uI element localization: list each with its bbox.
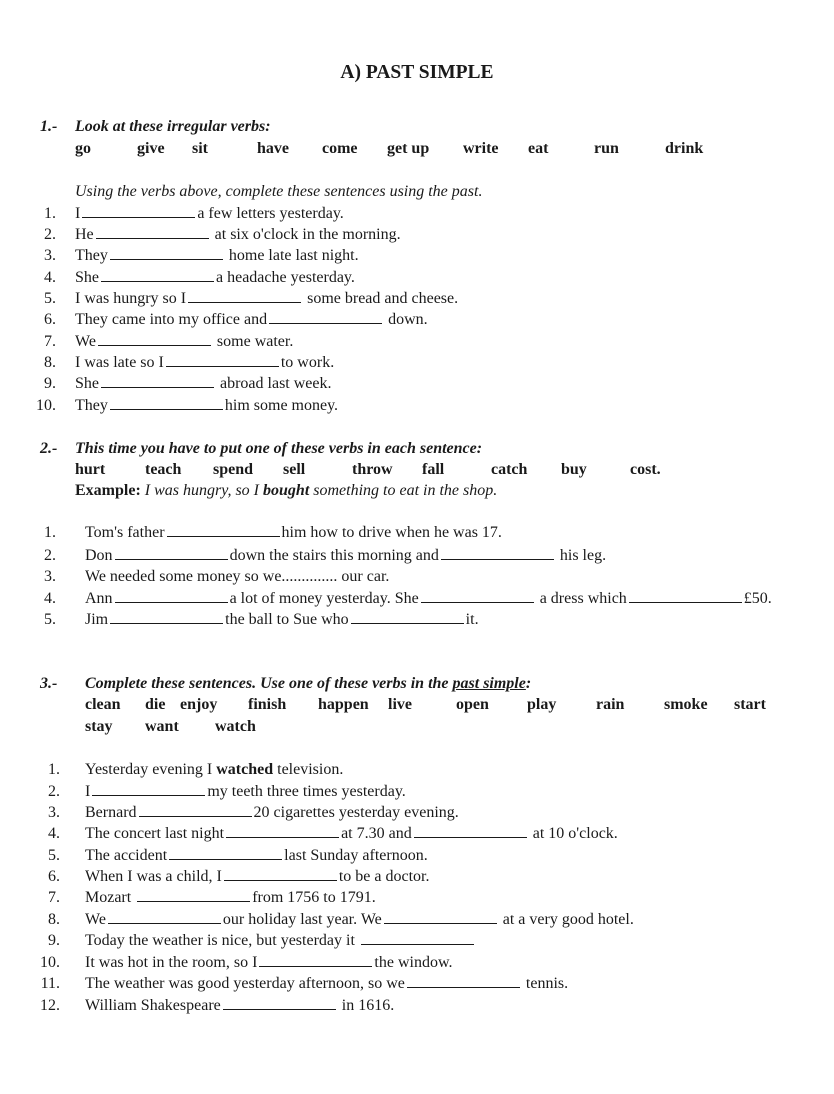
example-label: Example: <box>75 482 141 499</box>
sentence-text: Ann <box>85 590 113 607</box>
item-number: 2. <box>48 783 60 800</box>
verb-word: rain <box>596 696 625 713</box>
heading-colon: : <box>525 675 532 692</box>
item-number: 7. <box>44 333 56 350</box>
sentence-text: We needed some money so we.............. our car. <box>85 568 390 585</box>
answer-blank[interactable] <box>110 395 223 410</box>
sentence-text: home late last night. <box>224 247 359 264</box>
section-1-number: 1.- <box>40 118 58 135</box>
verb-word: hurt <box>75 461 106 478</box>
item-number: 3. <box>48 804 60 821</box>
sentence-text: the window. <box>374 954 453 971</box>
sentence-text: a few letters yesterday. <box>197 205 344 222</box>
verb-word: buy <box>561 461 587 478</box>
exercise-item <box>0 352 834 373</box>
exercise-item <box>0 245 834 266</box>
item-number: 4. <box>44 269 56 286</box>
verb-word: stay <box>85 718 113 735</box>
item-sentence <box>75 395 338 416</box>
section-2-heading: This time you have to put one of these verbs in each sentence: <box>75 440 483 457</box>
section-3-heading <box>85 675 531 693</box>
item-sentence <box>75 331 293 352</box>
sentence-text: our holiday last year. We <box>222 911 382 928</box>
verb-word: eat <box>528 140 549 157</box>
answer-blank[interactable] <box>224 866 337 881</box>
answer-blank[interactable] <box>269 309 382 324</box>
item-number: 8. <box>44 354 56 371</box>
verb-word: open <box>456 696 489 713</box>
answer-blank[interactable] <box>421 588 534 603</box>
exercise-item <box>0 759 834 780</box>
exercise-item <box>0 866 834 887</box>
sentence-text: We <box>85 911 106 928</box>
verb-word: sell <box>283 461 306 478</box>
item-sentence <box>85 802 459 823</box>
answer-blank[interactable] <box>361 930 474 945</box>
answer-blank[interactable] <box>169 845 282 860</box>
item-sentence <box>85 566 389 587</box>
item-number: 2. <box>44 547 56 564</box>
answer-blank[interactable] <box>629 588 742 603</box>
verb-word: fall <box>422 461 445 478</box>
item-sentence <box>85 887 376 908</box>
item-sentence <box>85 909 634 930</box>
sentence-text: We <box>75 333 96 350</box>
item-number: 10. <box>40 954 60 971</box>
verb-word: smoke <box>664 696 708 713</box>
exercise-item <box>0 823 834 844</box>
sentence-text: my teeth three times yesterday. <box>207 783 406 800</box>
answer-blank[interactable] <box>407 973 520 988</box>
exercise-item <box>0 609 834 630</box>
answer-blank[interactable] <box>139 802 252 817</box>
item-sentence <box>85 866 429 887</box>
sentence-text: I was hungry so I <box>75 290 187 307</box>
answer-blank[interactable] <box>82 203 195 218</box>
sentence-text: tennis. <box>521 975 569 992</box>
item-number: 8. <box>48 911 60 928</box>
item-sentence <box>75 224 401 245</box>
sentence-text: to work. <box>280 354 335 371</box>
item-number: 5. <box>44 611 56 628</box>
sentence-text: some bread and cheese. <box>303 290 459 307</box>
verb-word: start <box>734 696 766 713</box>
item-sentence <box>75 203 344 224</box>
page-title: A) PAST SIMPLE <box>340 62 494 83</box>
exercise-item <box>0 781 834 802</box>
sentence-text: in 1616. <box>337 997 395 1014</box>
verb-word: die <box>145 696 166 713</box>
item-sentence <box>75 288 458 309</box>
exercise-item <box>0 588 834 609</box>
sentence-text: it. <box>465 611 479 628</box>
item-number: 6. <box>44 311 56 328</box>
sentence-text: down the stairs this morning and <box>229 547 439 564</box>
exercise-item <box>0 203 834 224</box>
verb-word: throw <box>352 461 393 478</box>
sentence-text: some water. <box>212 333 294 350</box>
sentence-text: They <box>75 247 108 264</box>
answer-blank[interactable] <box>110 609 223 624</box>
sentence-text: I was late so I <box>75 354 164 371</box>
item-number: 4. <box>44 590 56 607</box>
answer-blank[interactable] <box>137 887 250 902</box>
sentence-text: down. <box>384 311 428 328</box>
sentence-text: at a very good hotel. <box>498 911 634 928</box>
item-sentence <box>85 522 502 543</box>
verb-word: sit <box>192 140 208 157</box>
exercise-item <box>0 267 834 288</box>
sentence-text: I <box>85 783 91 800</box>
answer-blank[interactable] <box>101 267 214 282</box>
section-1-instruction: Using the verbs above, complete these sentences using the past. <box>75 183 483 200</box>
sentence-text: Mozart <box>85 889 136 906</box>
sentence-text: his leg. <box>555 547 607 564</box>
sentence-text: him some money. <box>224 397 339 414</box>
sentence-text: He <box>75 226 94 243</box>
item-number: 2. <box>44 226 56 243</box>
verb-word: give <box>137 140 165 157</box>
heading-text: Complete these sentences. Use one of these verbs in the <box>85 675 453 692</box>
sentence-text: The concert last night <box>85 825 225 842</box>
answer-blank[interactable] <box>351 609 464 624</box>
answer-blank[interactable] <box>384 909 497 924</box>
item-sentence <box>75 373 332 394</box>
sentence-text: Bernard <box>85 804 137 821</box>
verb-word: happen <box>318 696 369 713</box>
sentence-text: I <box>75 205 81 222</box>
answer-blank[interactable] <box>441 545 554 560</box>
answer-blank[interactable] <box>96 224 209 239</box>
verb-word: have <box>257 140 289 157</box>
answer-blank[interactable] <box>98 331 211 346</box>
example-bold-verb: bought <box>263 482 310 499</box>
exercise-item <box>0 973 834 994</box>
verb-word: teach <box>145 461 182 478</box>
section-2-example <box>75 482 497 500</box>
answer-blank[interactable] <box>92 781 205 796</box>
example-text-before: I was hungry, so I <box>140 482 264 499</box>
exercise-item <box>0 522 834 543</box>
sentence-text: Today the weather is nice, but yesterday it <box>85 932 359 949</box>
verb-word: go <box>75 140 91 157</box>
exercise-item <box>0 909 834 930</box>
item-sentence <box>75 309 428 330</box>
exercise-item <box>0 952 834 973</box>
verb-word: write <box>463 140 499 157</box>
item-sentence <box>85 588 772 609</box>
exercise-item <box>0 930 834 951</box>
sentence-text: at 7.30 and <box>341 825 412 842</box>
item-sentence <box>85 845 428 866</box>
sentence-text: the ball to Sue who <box>225 611 349 628</box>
sentence-text: It was hot in the room, so I <box>85 954 258 971</box>
sentence-text: abroad last week. <box>216 375 332 392</box>
verb-word: spend <box>213 461 254 478</box>
sentence-text: Yesterday evening I <box>85 761 217 778</box>
answer-blank[interactable] <box>414 823 527 838</box>
item-number: 7. <box>48 889 60 906</box>
verb-word: cost. <box>630 461 661 478</box>
exercise-item <box>0 995 834 1016</box>
exercise-item <box>0 802 834 823</box>
sentence-text: a headache yesterday. <box>216 269 355 286</box>
exercise-item <box>0 845 834 866</box>
section-3-number: 3.- <box>40 675 58 692</box>
item-sentence <box>75 245 359 266</box>
sentence-text: The weather was good yesterday afternoon, so we <box>85 975 405 992</box>
answer-blank[interactable] <box>188 288 301 303</box>
example-answer: watched <box>216 761 274 778</box>
sentence-text: They <box>75 397 108 414</box>
sentence-text: She <box>75 269 99 286</box>
answer-blank[interactable] <box>101 373 214 388</box>
verb-word: run <box>594 140 619 157</box>
verb-word: catch <box>491 461 528 478</box>
sentence-text: from 1756 to 1791. <box>252 889 376 906</box>
item-number: 3. <box>44 568 56 585</box>
item-number: 11. <box>40 975 60 992</box>
item-number: 9. <box>48 932 60 949</box>
item-sentence <box>85 930 476 951</box>
sentence-text: at six o'clock in the morning. <box>210 226 401 243</box>
item-number: 4. <box>48 825 60 842</box>
sentence-text: Jim <box>85 611 109 628</box>
answer-blank[interactable] <box>110 245 223 260</box>
item-number: 5. <box>44 290 56 307</box>
exercise-item <box>0 309 834 330</box>
answer-blank[interactable] <box>166 352 279 367</box>
sentence-text: a lot of money yesterday. She <box>229 590 419 607</box>
exercise-item <box>0 373 834 394</box>
verb-word: finish <box>248 696 287 713</box>
sentence-text: him how to drive when he was 17. <box>281 524 502 541</box>
section-1-heading: Look at these irregular verbs: <box>75 118 271 135</box>
sentence-text: Don <box>85 547 113 564</box>
exercise-item <box>0 331 834 352</box>
verb-word: enjoy <box>180 696 218 713</box>
verb-word: come <box>322 140 358 157</box>
item-number: 1. <box>44 205 56 222</box>
exercise-item <box>0 887 834 908</box>
verb-word: want <box>145 718 179 735</box>
exercise-item <box>0 224 834 245</box>
item-number: 9. <box>44 375 56 392</box>
item-sentence <box>75 352 334 373</box>
item-number: 1. <box>44 524 56 541</box>
item-number: 5. <box>48 847 60 864</box>
item-sentence <box>85 545 606 566</box>
sentence-text: Tom's father <box>85 524 165 541</box>
answer-blank[interactable] <box>108 909 221 924</box>
verb-word: live <box>388 696 412 713</box>
item-sentence <box>75 267 355 288</box>
verb-word: watch <box>215 718 256 735</box>
answer-blank[interactable] <box>115 545 228 560</box>
sentence-text: When I was a child, I <box>85 868 222 885</box>
exercise-item <box>0 395 834 416</box>
verb-word: clean <box>85 696 121 713</box>
item-sentence <box>85 973 568 994</box>
item-number: 10. <box>36 397 56 414</box>
verb-word: get up <box>387 140 430 157</box>
item-number: 6. <box>48 868 60 885</box>
verb-word: drink <box>665 140 704 157</box>
sentence-text: She <box>75 375 99 392</box>
example-text-after: something to eat in the shop. <box>309 482 498 499</box>
item-sentence <box>85 995 394 1016</box>
sentence-text: last Sunday afternoon. <box>284 847 428 864</box>
exercise-item <box>0 545 834 566</box>
sentence-text: £50. <box>743 590 772 607</box>
sentence-text: to be a doctor. <box>338 868 430 885</box>
item-number: 12. <box>40 997 60 1014</box>
sentence-text: They came into my office and <box>75 311 268 328</box>
answer-blank[interactable] <box>167 522 280 537</box>
answer-blank[interactable] <box>223 995 336 1010</box>
item-number: 1. <box>48 761 60 778</box>
item-sentence <box>85 759 343 780</box>
item-number: 3. <box>44 247 56 264</box>
sentence-text: at 10 o'clock. <box>528 825 618 842</box>
item-sentence <box>85 823 618 844</box>
exercise-item <box>0 566 834 587</box>
sentence-text: William Shakespeare <box>85 997 221 1014</box>
verb-word: play <box>527 696 557 713</box>
heading-underlined: past simple <box>452 675 526 692</box>
item-sentence <box>85 781 406 802</box>
sentence-text: 20 cigarettes yesterday evening. <box>253 804 459 821</box>
answer-blank[interactable] <box>226 823 339 838</box>
exercise-item <box>0 288 834 309</box>
answer-blank[interactable] <box>115 588 228 603</box>
item-sentence <box>85 952 452 973</box>
section-2-number: 2.- <box>40 440 58 457</box>
item-sentence <box>85 609 479 630</box>
sentence-text: The accident <box>85 847 168 864</box>
sentence-text: television. <box>273 761 344 778</box>
sentence-text: a dress which <box>535 590 627 607</box>
answer-blank[interactable] <box>259 952 372 967</box>
